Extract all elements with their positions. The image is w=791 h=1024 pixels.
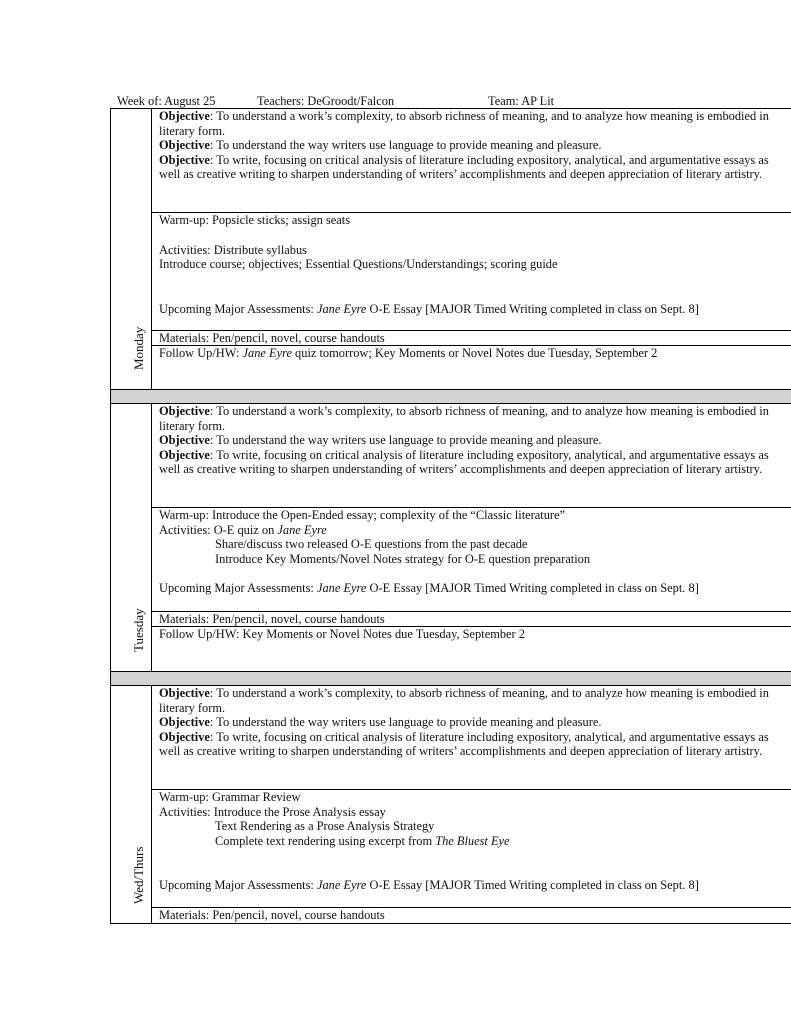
assessment-text: Upcoming Major Assessments: Jane Eyre O-E Essay [MAJOR Timed Writing completed in class on Sept. 8] [159,301,699,316]
followup-cell: Follow Up/HW: Key Moments or Novel Notes due Tuesday, September 2 [152,626,791,671]
materials-cell: Materials: Pen/pencil, novel, course handouts [152,907,791,922]
team-label: Team: AP Lit [488,94,555,108]
activities-text: Activities: Distribute syllabus [159,242,307,257]
objective-1: Objective: To understand a work’s complexity, to absorb richness of meaning, and to analyze how meaning is embodied in literary form. [159,109,769,138]
day-label-cell [111,686,152,923]
materials-cell: Materials: Pen/pencil, novel, course handouts [152,330,791,345]
activities-text: Complete text rendering using excerpt from The Bluest Eye [215,833,510,848]
warmup-text: Warm-up: Grammar Review [159,790,301,804]
row-separator [110,671,791,686]
activities-cell [152,789,791,907]
day-label-wedthurs: Wed/Thurs [131,846,146,904]
objective-1: Objective: To understand a work’s complexity, to absorb richness of meaning, and to analyze how meaning is embodied in literary form. [159,686,769,715]
objective-1: Objective: To understand a work’s complexity, to absorb richness of meaning, and to analyze how meaning is embodied in literary form. [159,404,769,433]
assessment-text: Upcoming Major Assessments: Jane Eyre O-E Essay [MAJOR Timed Writing completed in class on Sept. 8] [159,878,699,893]
objective-2: Objective: To understand the way writers use language to provide meaning and pleasure. [159,433,602,448]
objective-2: Objective: To understand the way writers use language to provide meaning and pleasure. [159,715,602,730]
day-label-cell [111,404,152,671]
objective-2: Objective: To understand the way writers use language to provide meaning and pleasure. [159,138,602,153]
activities-text: Share/discuss two released O-E questions from the past decade [215,537,528,552]
objective-3: Objective: To write, focusing on critical analysis of literature including expository, analytical, and argumentative essays as well as creative writing to sharpen understanding of writers’ accomplishments and deepen appreciation of literary artistry. [159,152,769,182]
day-label-monday: Monday [131,326,146,370]
objectives-cell [152,404,791,507]
day-row-tuesday [110,404,791,671]
lesson-plan-table [110,108,791,924]
day-row-wedthurs [110,686,791,924]
week-label: Week of: August 25 [117,94,216,108]
activities-text: Activities: O-E quiz on Jane Eyre [159,522,327,537]
objectives-cell [152,686,791,789]
objective-3: Objective: To write, focusing on critical analysis of literature including expository, analytical, and argumentative essays as well as creative writing to sharpen understanding of writers’ accomplishments and deepen appreciation of literary artistry. [159,447,769,477]
objective-3: Objective: To write, focusing on critical analysis of literature including expository, analytical, and argumentative essays as well as creative writing to sharpen understanding of writers’ accomplishments and deepen appreciation of literary artistry. [159,729,769,759]
activities-text: Introduce course; objectives; Essential Questions/Understandings; scoring guide [159,257,558,272]
warmup-text: Warm-up: Introduce the Open-Ended essay; complexity of the “Classic literature” [159,508,566,522]
objectives-cell [152,109,791,212]
teachers-label: Teachers: DeGroodt/Falcon [257,94,395,108]
day-label-tuesday: Tuesday [131,608,146,652]
followup-cell: Follow Up/HW: Jane Eyre quiz tomorrow; Key Moments or Novel Notes due Tuesday, September 2 [152,345,791,388]
warmup-text: Warm-up: Popsicle sticks; assign seats [159,213,351,227]
materials-cell: Materials: Pen/pencil, novel, course handouts [152,611,791,626]
day-row-monday [110,108,791,389]
activities-text: Text Rendering as a Prose Analysis Strategy [215,819,435,834]
activities-cell [152,507,791,611]
row-separator [110,389,791,404]
day-label-cell [111,109,152,389]
assessment-text: Upcoming Major Assessments: Jane Eyre O-E Essay [MAJOR Timed Writing completed in class on Sept. 8] [159,581,699,596]
activities-text: Introduce Key Moments/Novel Notes strategy for O-E question preparation [215,551,591,566]
activities-cell [152,212,791,330]
activities-text: Activities: Introduce the Prose Analysis essay [159,804,386,819]
